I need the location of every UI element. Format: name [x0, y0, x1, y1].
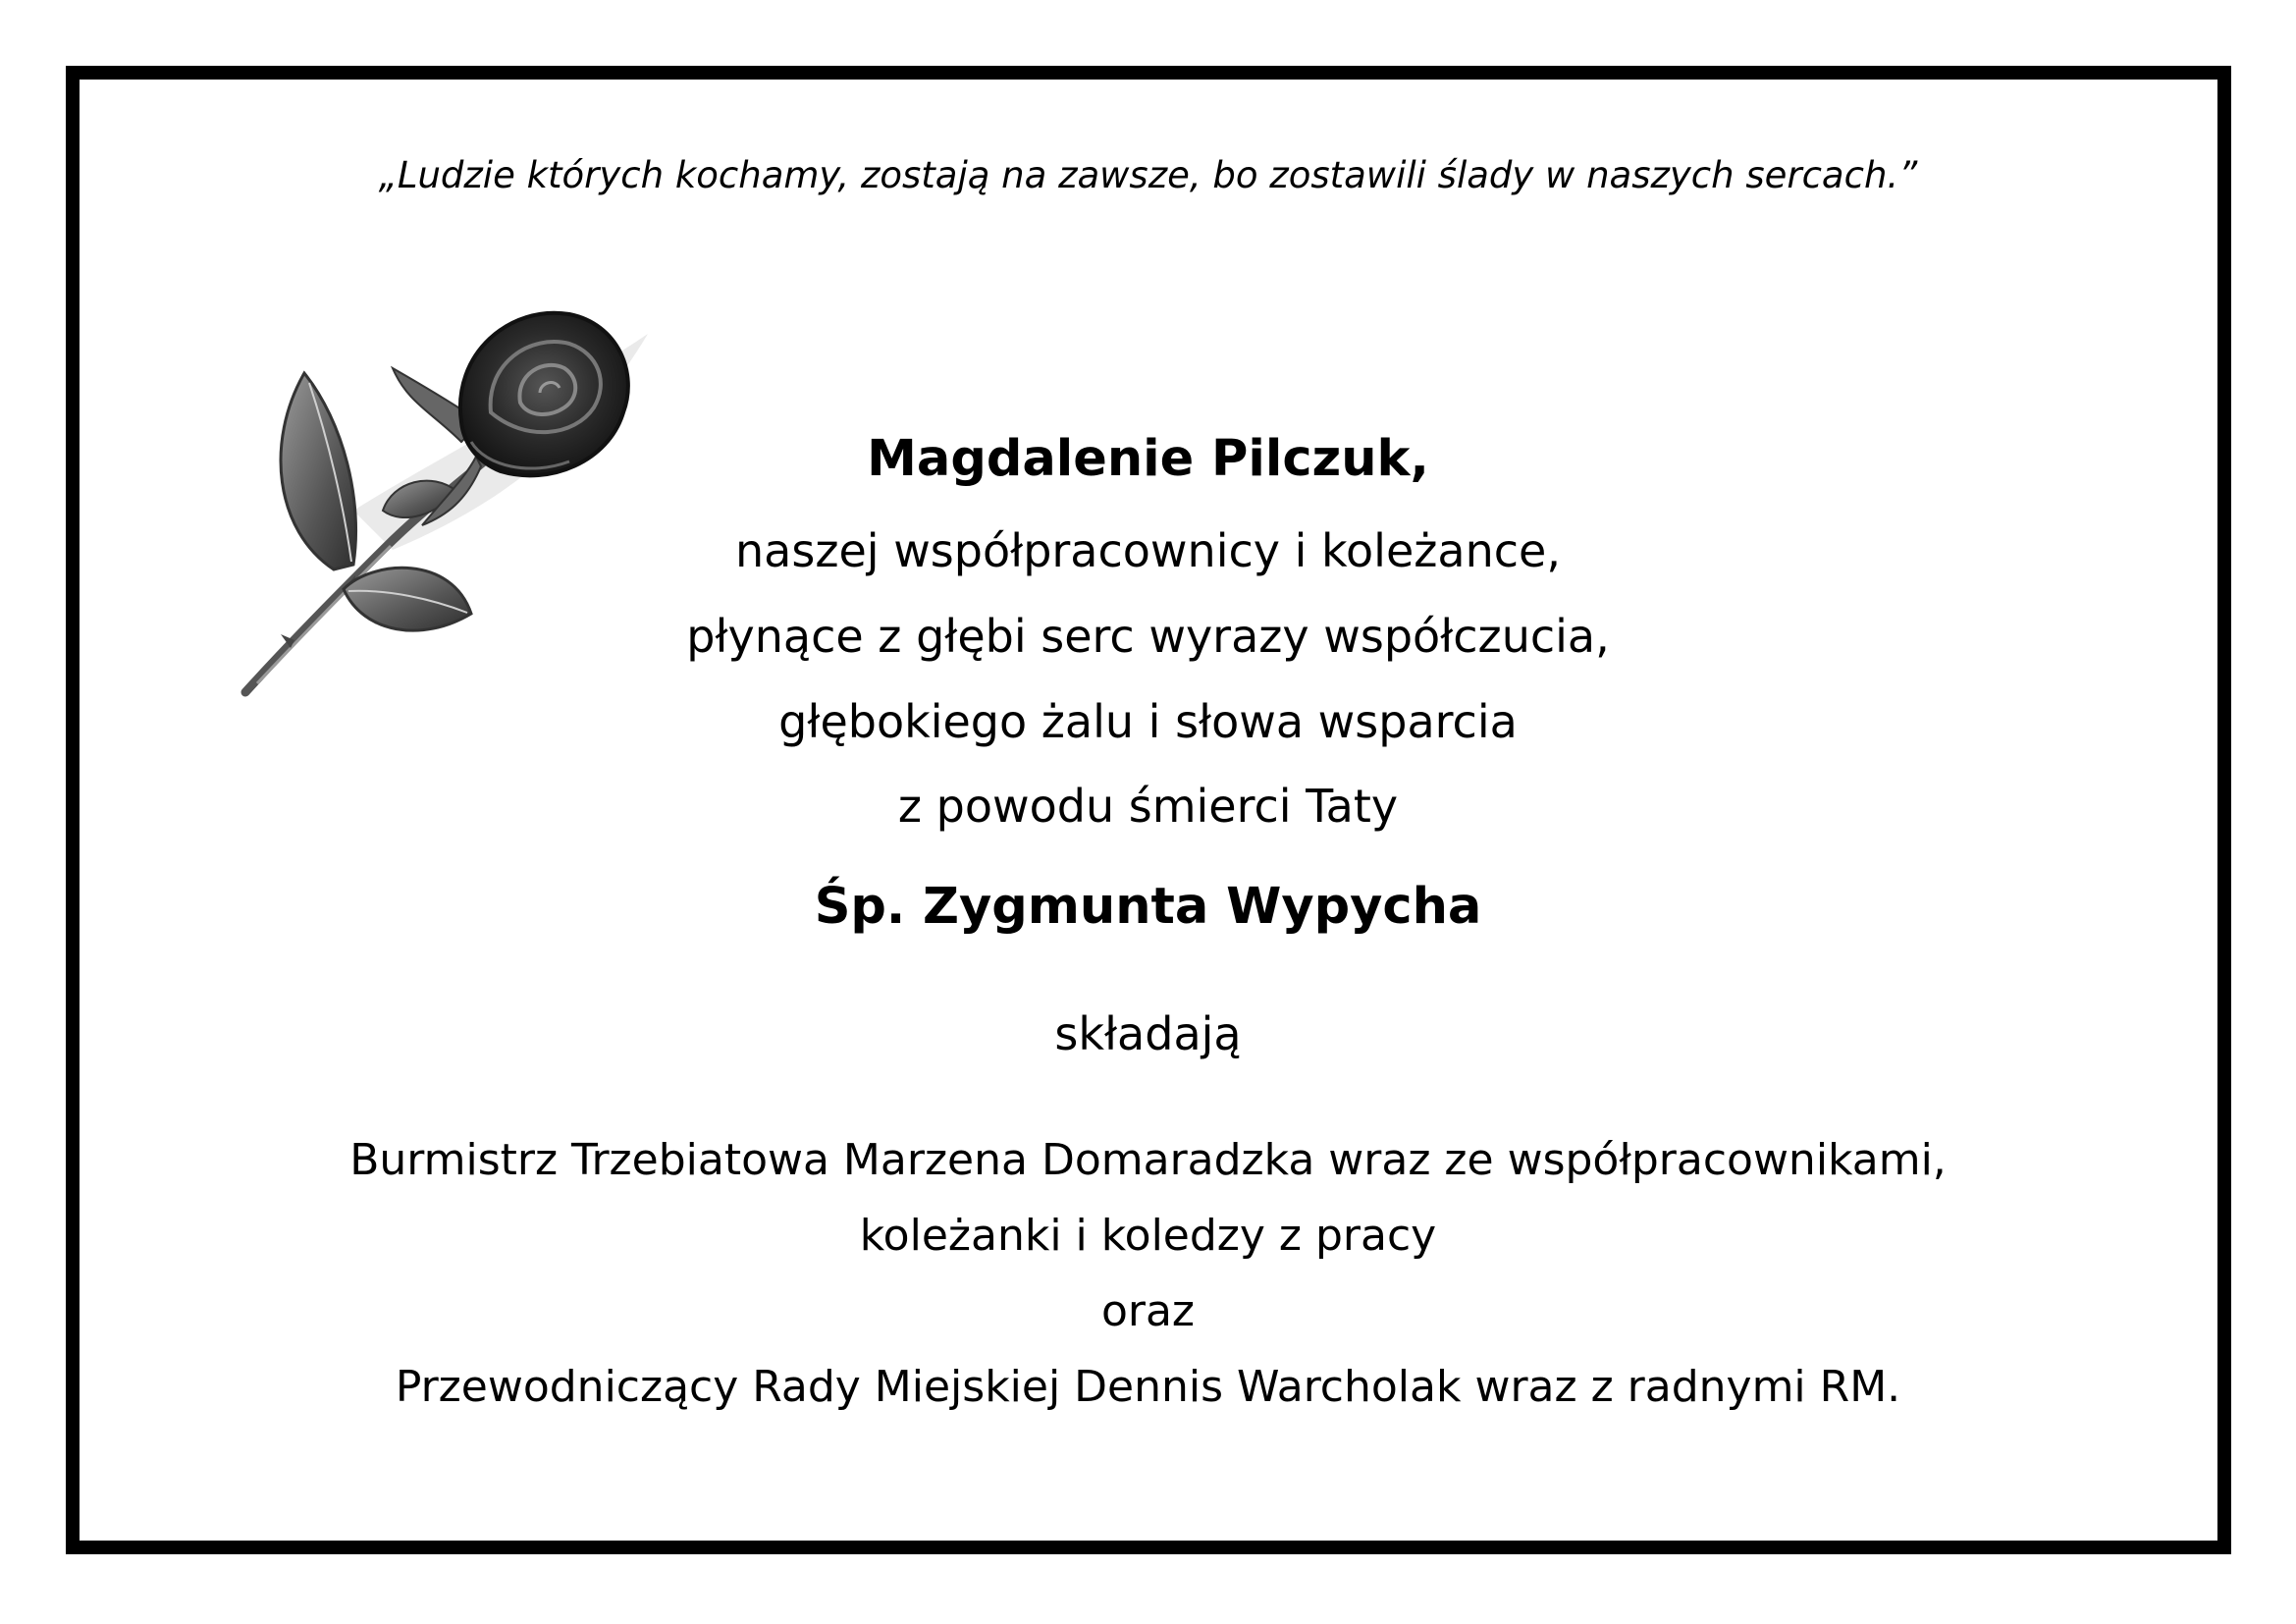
- message-line: z powodu śmierci Taty: [897, 780, 1399, 833]
- signer-line: Przewodniczący Rady Miejskiej Dennis Warcholak wraz z radnymi RM.: [395, 1362, 1901, 1412]
- offered-by: składają: [1054, 1007, 1242, 1060]
- message-line: naszej współpracownicy i koleżance,: [735, 524, 1561, 577]
- signer-line: Burmistrz Trzebiatowa Marzena Domaradzka wraz ze współpracownikami,: [349, 1135, 1947, 1185]
- signer-line: oraz: [1100, 1286, 1196, 1336]
- addressee-name: Magdalenie Pilczuk,: [867, 430, 1429, 488]
- message-line: głębokiego żalu i słowa wsparcia: [778, 695, 1518, 748]
- signer-line: koleżanki i koledzy z pracy: [859, 1211, 1437, 1261]
- message-line: płynące z głębi serc wyrazy współczucia,: [686, 610, 1610, 663]
- deceased-name: Śp. Zygmunta Wypycha: [814, 878, 1482, 936]
- memorial-quote: „Ludzie których kochamy, zostają na zawsze, bo zostawili ślady w naszych sercach.”: [378, 154, 1918, 196]
